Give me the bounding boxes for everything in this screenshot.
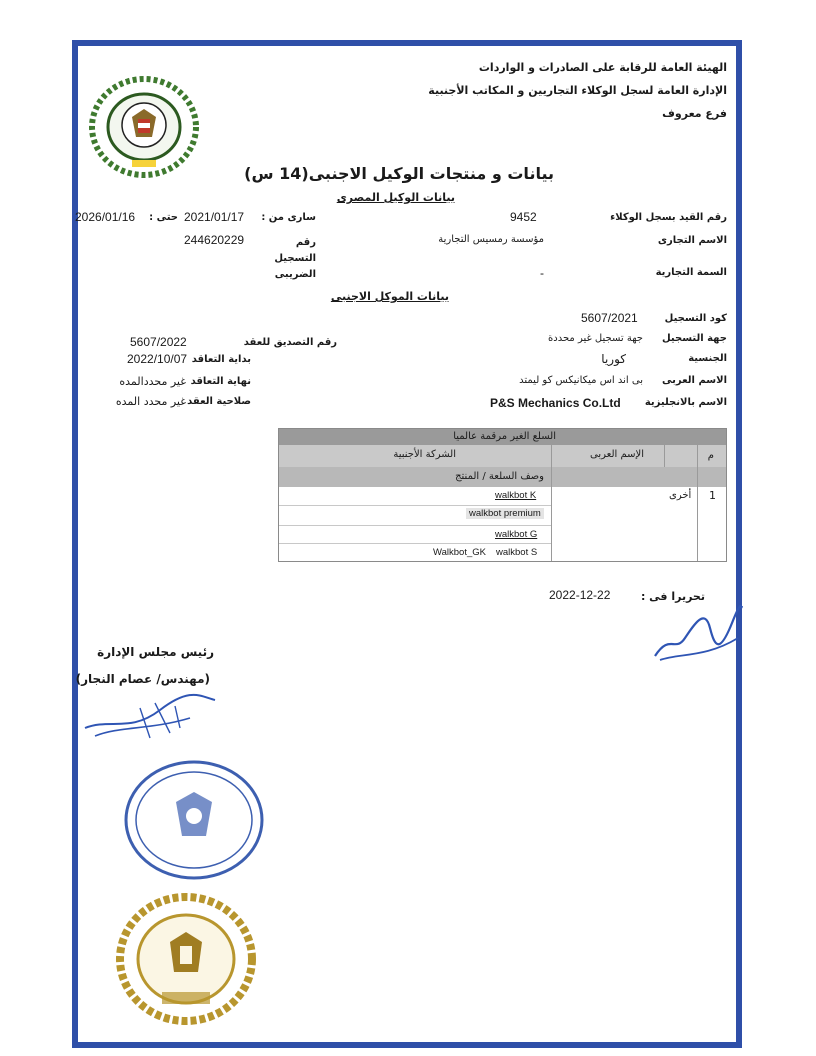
valid-to-value: 2026/01/16 bbox=[75, 210, 136, 224]
registration-code-value: 5607/2021 bbox=[581, 311, 638, 325]
table-grid-line bbox=[697, 445, 698, 561]
trademark-label: السمة التجارية bbox=[655, 267, 727, 278]
product-description-header: وصف السلعة / المنتج bbox=[455, 471, 544, 482]
contract-validity-value: غير محدد المده bbox=[115, 395, 186, 408]
products-table-title: السلع الغير مرقمة عالميا bbox=[453, 431, 556, 442]
products-table-title-row bbox=[279, 429, 726, 445]
product-item: walkbot premium bbox=[466, 508, 544, 519]
nationality-label: الجنسية bbox=[688, 353, 727, 364]
valid-to-label: حتى : bbox=[149, 212, 178, 223]
contract-cert-value: 5607/2022 bbox=[130, 335, 187, 349]
registry-number-value: 9452 bbox=[510, 210, 537, 224]
products-table-header-row bbox=[279, 445, 726, 467]
arabic-name-value: بى اند اس ميكانيكس كو ليمتد bbox=[519, 375, 643, 386]
product-item: walkbot K bbox=[495, 490, 537, 501]
arabic-name-label: الاسم العربى bbox=[662, 375, 727, 386]
registration-authority-label: جهة التسجيل bbox=[661, 333, 727, 344]
eagle-emblem-icon bbox=[88, 75, 200, 179]
row-arabic-name: أخرى bbox=[669, 490, 692, 501]
row-number: 1 bbox=[709, 489, 716, 502]
trademark-value: - bbox=[540, 266, 544, 280]
tax-registration-label: رقم التسجيل الضريبى bbox=[274, 237, 316, 280]
table-grid-line bbox=[279, 525, 551, 526]
contract-end-value: غير محددالمده bbox=[119, 375, 186, 388]
registration-authority-value: جهة تسجيل غير محددة bbox=[548, 333, 643, 344]
table-grid-line bbox=[664, 445, 665, 467]
col-arabic-name-header: الإسم العربى bbox=[590, 449, 644, 460]
chairman-title: رئيس مجلس الإدارة bbox=[97, 645, 214, 659]
egyptian-agent-heading: بيانات الوكيل المصرى bbox=[336, 191, 455, 204]
valid-from-value: 2021/01/17 bbox=[184, 210, 245, 224]
table-grid-line bbox=[551, 445, 552, 561]
trade-name-label: الاسم التجارى bbox=[657, 235, 727, 246]
written-on-date: 2022-12-22 bbox=[549, 588, 611, 602]
product-item: Walkbot_GK bbox=[433, 547, 486, 558]
table-grid-line bbox=[279, 543, 551, 544]
page-title: بيانات و منتجات الوكيل الاجنبى(14 س) bbox=[244, 164, 554, 183]
registry-number-label: رقم القيد بسجل الوكلاء bbox=[610, 212, 727, 223]
department-name: الإدارة العامة لسجل الوكلاء التجاريين و المكاتب الأجنبية bbox=[428, 84, 727, 97]
registration-code-label: كود التسجيل bbox=[664, 313, 727, 324]
english-name-label: الاسم بالانجليزية bbox=[644, 397, 727, 408]
foreign-principal-heading: بيانات الموكل الاجنبى bbox=[330, 290, 449, 303]
signature-right-icon bbox=[650, 598, 745, 668]
trade-name-value: مؤسسة رمسيس التجارية bbox=[438, 234, 544, 245]
valid-from-label: سارى من : bbox=[261, 212, 316, 223]
chairman-name: (مهندس/ عصام النجار) bbox=[75, 672, 210, 686]
contract-start-label: بداية التعاقد bbox=[191, 354, 251, 365]
contract-validity-label: صلاحية العقد bbox=[187, 396, 251, 407]
contract-start-value: 2022/10/07 bbox=[127, 352, 188, 366]
col-foreign-company-header: الشركة الأجنبية bbox=[393, 449, 456, 460]
col-number-header: م bbox=[707, 450, 714, 461]
products-table bbox=[278, 428, 727, 562]
written-on-label: تحريرا فى : bbox=[640, 590, 705, 603]
signature-left-icon bbox=[80, 688, 220, 748]
contract-end-label: نهاية التعاقد bbox=[190, 376, 251, 387]
authority-name: الهيئة العامة للرقابة على الصادرات و الواردات bbox=[478, 61, 727, 74]
nationality-value: كوريا bbox=[601, 352, 626, 366]
contract-cert-label: رقم التصديق للعقد bbox=[243, 337, 337, 348]
product-description-header-row bbox=[279, 467, 726, 487]
product-item: walkbot G bbox=[495, 529, 538, 540]
table-grid-line bbox=[279, 505, 551, 506]
official-stamp-icon bbox=[118, 754, 270, 884]
tax-registration-value: 244620229 bbox=[184, 233, 245, 247]
branch-name: فرع معروف bbox=[662, 107, 727, 120]
product-item: walkbot S bbox=[496, 547, 538, 558]
gold-seal-icon bbox=[112, 888, 260, 1030]
english-name-value: P&S Mechanics Co.Ltd bbox=[490, 396, 621, 410]
